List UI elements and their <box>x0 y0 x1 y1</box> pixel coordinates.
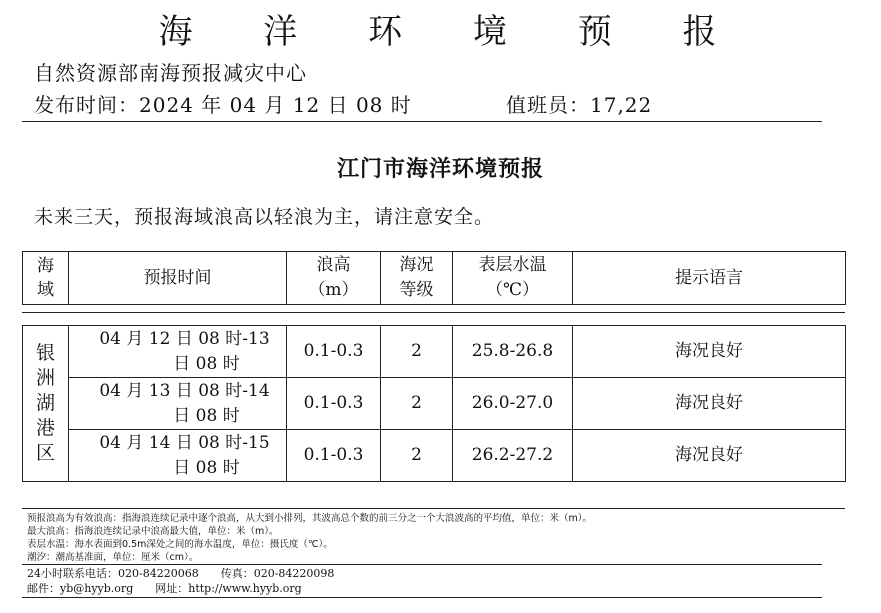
note-line: 最大浪高：指海浪连续记录中浪高最大值，单位：米（m）。 <box>27 526 279 537</box>
temp-cell: 25.8-26.8 <box>453 326 573 378</box>
header-divider <box>22 121 822 122</box>
period-line-1: 04 月 14 日 08 时-15 <box>99 432 270 453</box>
tip-cell: 海况良好 <box>573 430 846 482</box>
wave-cell: 0.1-0.3 <box>287 326 381 378</box>
header-temp-unit: （℃） <box>485 280 540 300</box>
header-water-temp <box>453 252 573 305</box>
forecast-table <box>22 325 846 482</box>
sea-level-cell: 2 <box>381 378 453 430</box>
header-sea-state <box>381 252 453 305</box>
footer-divider <box>22 564 822 565</box>
note-line: 潮汐：潮高基准面，单位：厘米（cm）。 <box>27 552 199 563</box>
forecast-table-header <box>22 251 846 305</box>
header-period: 预报时间 <box>69 252 287 305</box>
stacked-char: 域 <box>37 280 54 300</box>
table-row <box>23 378 846 430</box>
organization-name: 自然资源部南海预报减灾中心 <box>34 61 307 85</box>
stacked-char: 湖 <box>35 392 55 414</box>
definitions-notes <box>27 512 592 564</box>
bottom-divider <box>22 597 822 598</box>
temp-cell: 26.2-27.2 <box>453 430 573 482</box>
header-temp-label: 表层水温 <box>478 255 547 275</box>
notes-divider <box>22 508 845 509</box>
wave-cell: 0.1-0.3 <box>287 378 381 430</box>
header-wave-unit: （m） <box>308 280 359 300</box>
period-line-1: 04 月 13 日 08 时-14 <box>99 380 270 401</box>
contact-info <box>27 566 334 596</box>
stacked-char: 区 <box>35 442 55 464</box>
sea-level-cell: 2 <box>381 430 453 482</box>
report-summary: 未来三天，预报海域浪高以轻浪为主，请注意安全。 <box>34 206 495 228</box>
duty-officer: 值班员：17,22 <box>506 93 653 117</box>
temp-cell: 26.0-27.0 <box>453 378 573 430</box>
table-row <box>23 430 846 482</box>
header-wave-label: 浪高 <box>316 255 351 275</box>
report-title: 江门市海洋环境预报 <box>336 157 544 182</box>
note-line: 预报浪高为有效浪高：指海浪连续记录中逐个浪高，从大到小排列，其波高总个数的前三分之一个大浪波高的平均值，单位：米（m）。 <box>27 513 593 524</box>
stacked-char: 港 <box>35 417 55 439</box>
contact-email-web: 邮件：yb@hyyb.org 网址：http://www.hyyb.org <box>27 582 302 595</box>
page-title: 海 洋 环 境 预 报 <box>158 12 747 52</box>
sea-level-cell: 2 <box>381 326 453 378</box>
table-gap-line <box>22 312 845 313</box>
note-line: 表层水温：海水表面到0.5m深处之间的海水温度，单位：摄氏度（℃）。 <box>27 539 333 550</box>
wave-cell: 0.1-0.3 <box>287 430 381 482</box>
tip-cell: 海况良好 <box>573 378 846 430</box>
contact-phone-fax: 24小时联系电话：020-84220068 传真：020-84220098 <box>27 567 335 580</box>
header-sea-label-2: 等级 <box>399 280 434 300</box>
period-line-2: 日 08 时 <box>173 353 240 374</box>
tip-cell: 海况良好 <box>573 326 846 378</box>
period-cell <box>69 430 287 482</box>
header-wave <box>287 252 381 305</box>
header-sea-label: 海况 <box>399 255 434 275</box>
period-cell <box>69 326 287 378</box>
area-cell <box>23 326 69 482</box>
stacked-char: 海 <box>37 256 54 276</box>
period-line-1: 04 月 12 日 08 时-13 <box>99 328 270 349</box>
table-row <box>23 326 846 378</box>
stacked-char: 银 <box>35 342 55 364</box>
publish-time: 发布时间：2024 年 04 月 12 日 08 时 <box>34 93 412 117</box>
period-cell <box>69 378 287 430</box>
header-area <box>23 252 69 305</box>
period-line-2: 日 08 时 <box>173 457 240 478</box>
header-tip: 提示语言 <box>573 252 846 305</box>
period-line-2: 日 08 时 <box>173 405 240 426</box>
stacked-char: 洲 <box>35 367 55 389</box>
